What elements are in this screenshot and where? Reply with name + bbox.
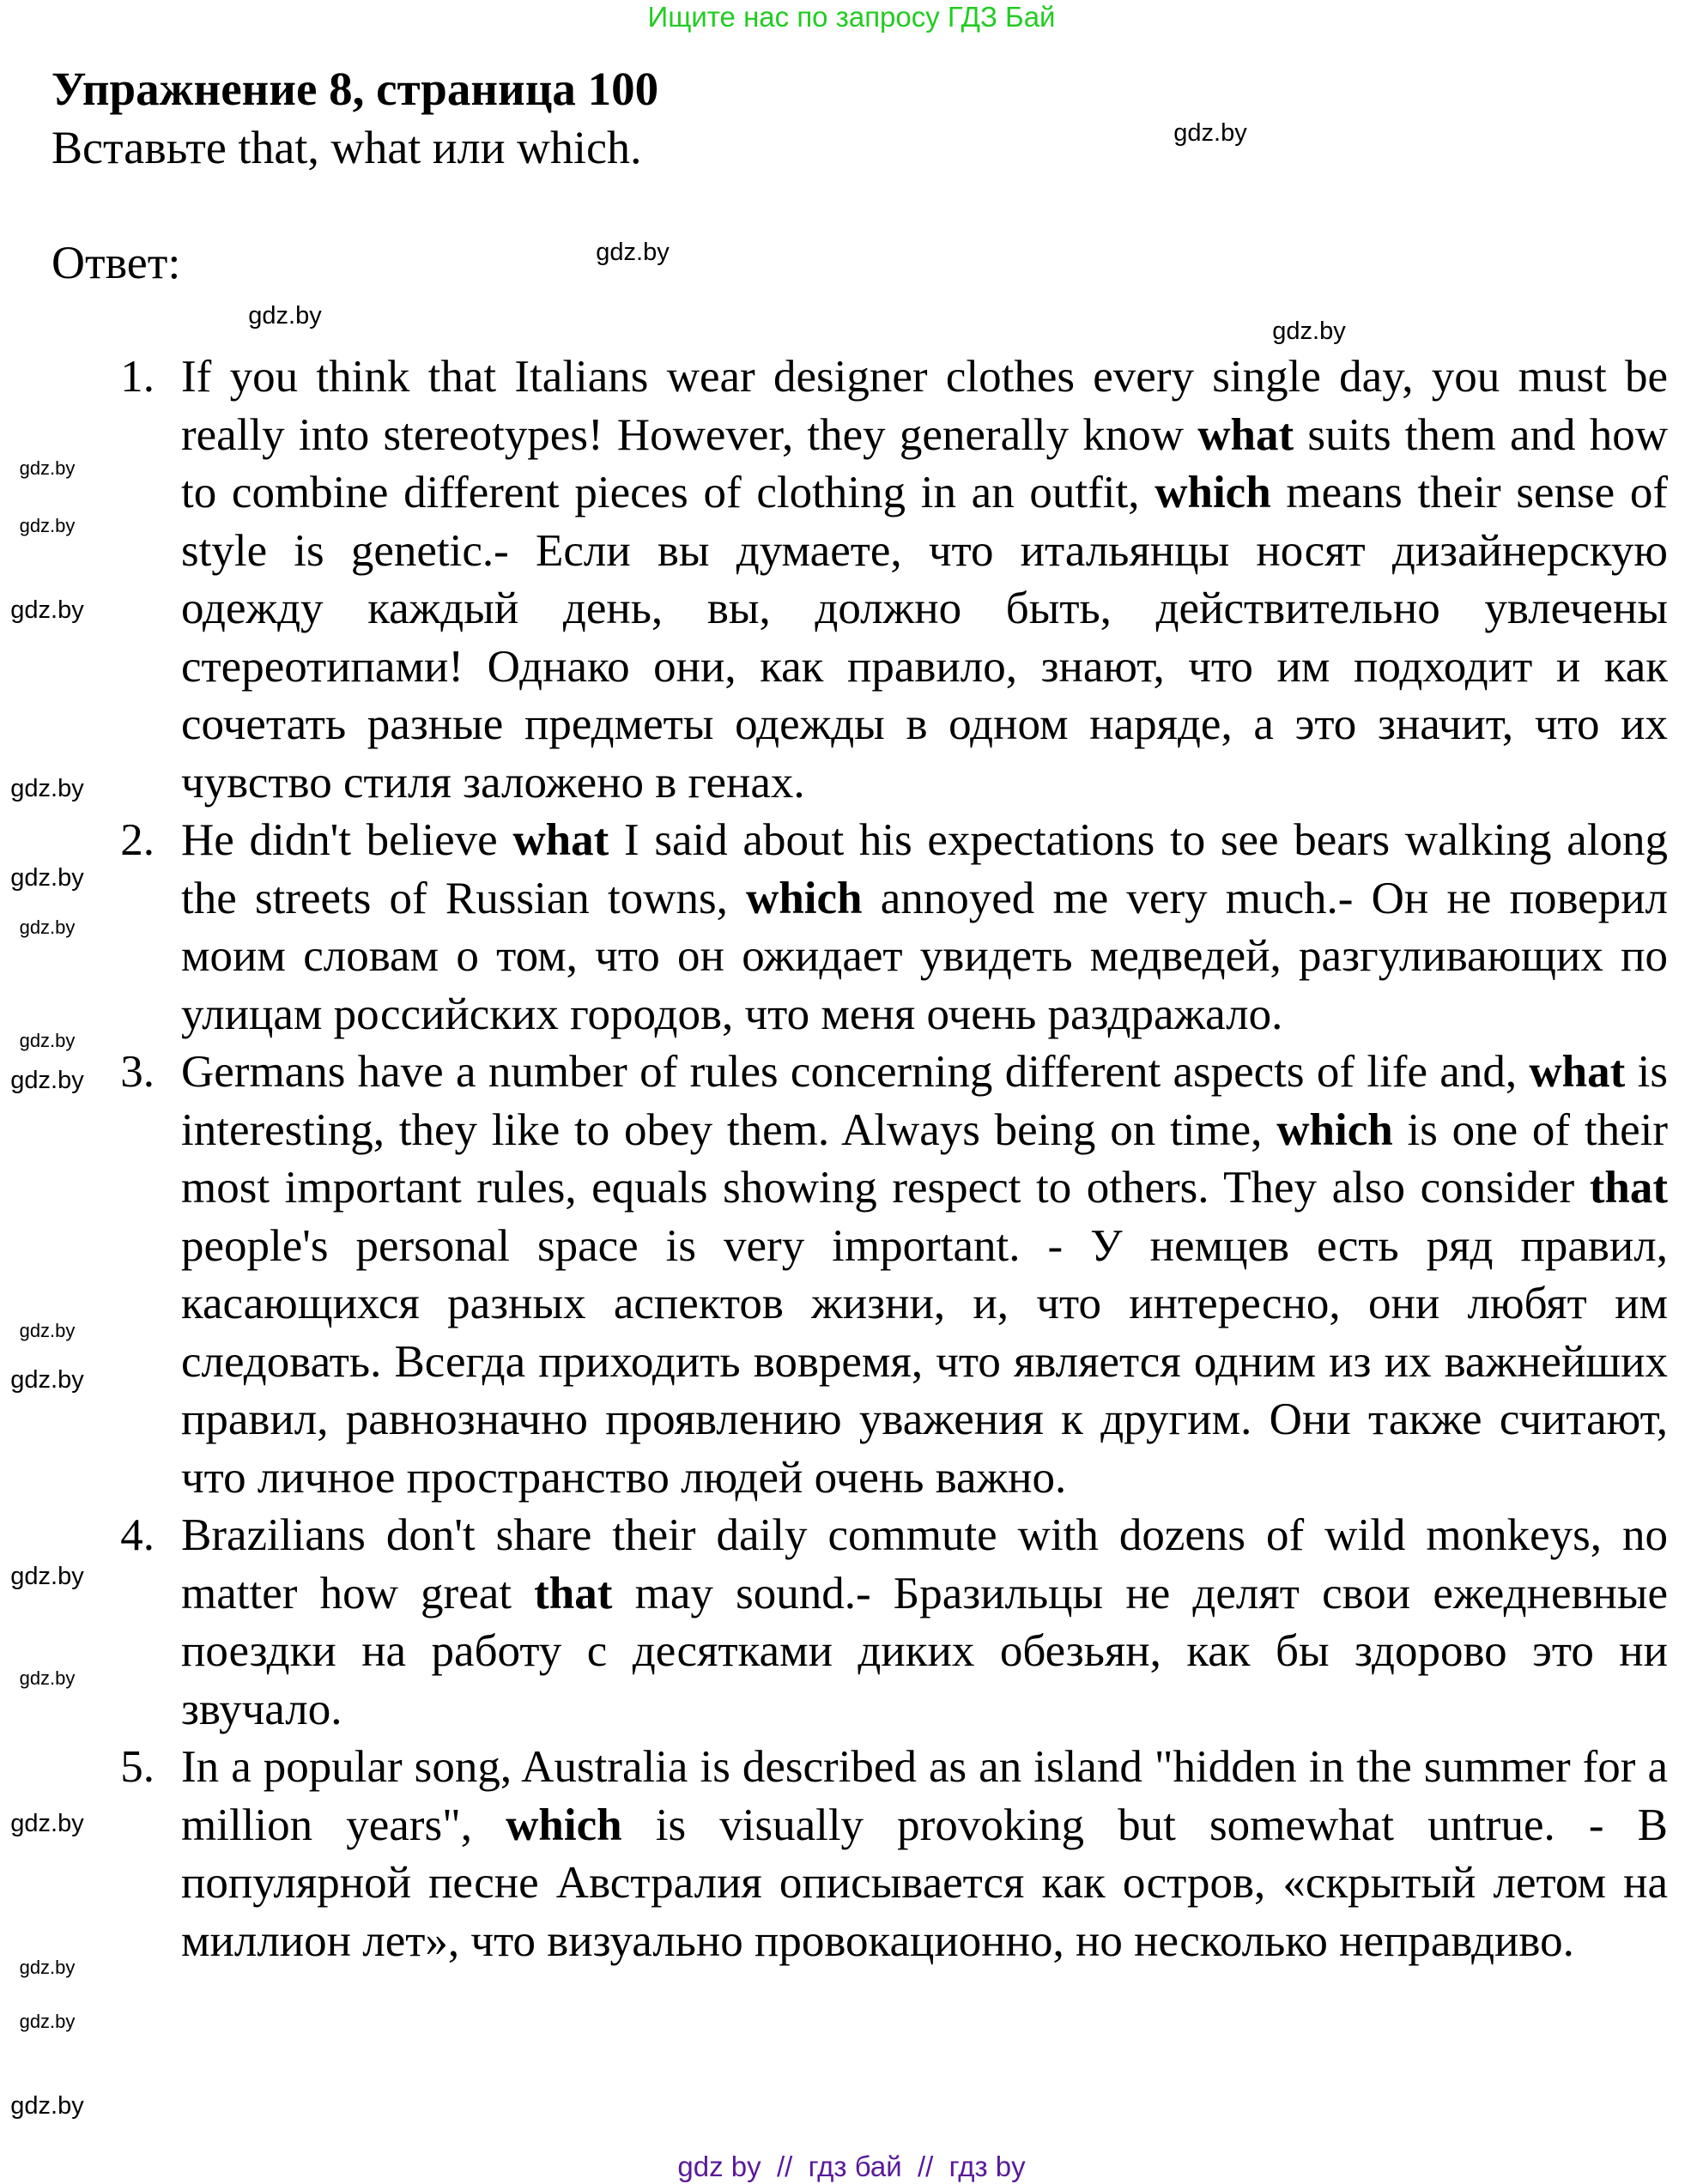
footer-links: gdz by // гдз бай // гдз by bbox=[677, 2151, 1026, 2182]
answer-word: that bbox=[1589, 1163, 1668, 1213]
watermark: gdz.by bbox=[10, 864, 84, 892]
item-number: 3. bbox=[120, 1047, 155, 1097]
watermark: gdz.by bbox=[10, 2092, 84, 2120]
item-number: 1. bbox=[120, 352, 155, 402]
answer-word: that bbox=[534, 1568, 613, 1618]
watermark: gdz.by bbox=[19, 457, 76, 479]
item-text bbox=[181, 1507, 1668, 1739]
item-text bbox=[181, 348, 1668, 812]
item-text bbox=[181, 1739, 1668, 1970]
text-segment: means their sense of style is genetic.- Если вы думаете, что итальянцы носят дизайнерскую одежду каждый день, вы, должно быть, действительно увлечены стереотипами! Однако они, как правило, знают, что им подходит и как сочетать разные предметы одежды в одном наряде, а это значит, что их чувство стиля заложено в генах. bbox=[181, 468, 1668, 808]
answer-word: what bbox=[1529, 1047, 1626, 1097]
watermark: gdz.by bbox=[10, 1067, 84, 1094]
watermark: gdz.by bbox=[19, 515, 76, 536]
text-segment: Germans have a number of rules concerning different aspects of life and, bbox=[181, 1047, 1530, 1097]
answer-list bbox=[0, 348, 1703, 1970]
text-segment: Brazilians don't share their daily commute with dozens of wild monkeys, no matter how great bbox=[181, 1510, 1668, 1618]
watermark: gdz.by bbox=[1173, 119, 1247, 147]
text-segment: is visually provoking but somewhat untrue. - В популярной песне Австралия описывается как остров, «скрытый летом на миллион лет», что визуально провокационно, но несколько неправдиво. bbox=[181, 1800, 1668, 1966]
answer-word: which bbox=[1155, 468, 1271, 517]
page-title: Упражнение 8, страница 100 bbox=[52, 63, 659, 115]
watermark: gdz.by bbox=[1272, 318, 1346, 345]
watermark: gdz.by bbox=[19, 1667, 76, 1689]
watermark: gdz.by bbox=[10, 1366, 84, 1394]
answer-word: what bbox=[1197, 409, 1294, 460]
item-number: 5. bbox=[120, 1742, 155, 1792]
watermark: gdz.by bbox=[248, 302, 322, 330]
text-segment: annoyed me very much.- Он не поверил моим словам о том, что он ожидает увидеть медведей, разгуливающих по улицам российских городов, что меня очень раздражало. bbox=[181, 873, 1669, 1039]
answer-label: Ответ: bbox=[52, 237, 181, 288]
answer-word: which bbox=[1276, 1104, 1393, 1155]
exercise-instruction: Вставьте that, what или which. bbox=[52, 122, 642, 173]
item-text bbox=[181, 812, 1668, 1044]
text-segment: people's personal space is very important. - У немцев есть ряд правил, касающихся разных аспектов жизни, и, что интересно, они любят им следовать. Всегда приходить вовремя, что является одним из их важнейших правил, равнозначно проявлению уважения к другим. Они также считают, что личное пространство людей очень важно. bbox=[181, 1220, 1668, 1503]
watermark: gdz.by bbox=[19, 1030, 76, 1051]
item-text bbox=[181, 1044, 1668, 1507]
watermark: gdz.by bbox=[19, 2011, 76, 2032]
watermark: gdz.by bbox=[19, 1320, 76, 1341]
watermark: gdz.by bbox=[19, 917, 76, 938]
text-segment: I said about his expectations to see bears walking along the streets of Russian towns, bbox=[181, 815, 1668, 923]
item-number: 2. bbox=[120, 815, 155, 865]
answer-word: what bbox=[512, 815, 609, 865]
answer-item bbox=[0, 1739, 1703, 1970]
answer-word: which bbox=[506, 1800, 622, 1850]
text-segment: is one of their most important rules, equals showing respect to others. They also consider bbox=[181, 1104, 1668, 1213]
text-segment: suits them and how to combine different pieces of clothing in an outfit, bbox=[181, 409, 1668, 517]
watermark: gdz.by bbox=[596, 239, 670, 266]
watermark: gdz.by bbox=[10, 1563, 84, 1590]
watermark: gdz.by bbox=[10, 596, 84, 624]
answer-item bbox=[0, 1507, 1703, 1739]
watermark: gdz.by bbox=[10, 1810, 84, 1837]
text-segment: is interesting, they like to obey them. Always being on time, bbox=[181, 1047, 1668, 1155]
text-segment: may sound.- Бразильцы не делят свои ежедневные поездки на работу с десятками диких обезьян, как бы здорово это ни звучало. bbox=[181, 1568, 1668, 1734]
text-segment: He didn't believe bbox=[181, 815, 513, 865]
answer-item bbox=[0, 812, 1703, 1044]
answer-word: which bbox=[746, 873, 863, 923]
answer-item bbox=[0, 1044, 1703, 1507]
answer-item bbox=[0, 348, 1703, 812]
watermark: gdz.by bbox=[10, 775, 84, 802]
text-segment: If you think that Italians wear designer clothes every single day, you must be really into stereotypes! However, they generally know bbox=[181, 352, 1668, 460]
search-banner: Ищите нас по запросу ГДЗ Бай bbox=[647, 1, 1056, 33]
text-segment: In a popular song, Australia is described as an island "hidden in the summer for a million years", bbox=[181, 1742, 1668, 1850]
watermark: gdz.by bbox=[19, 1957, 76, 1978]
item-number: 4. bbox=[120, 1510, 155, 1560]
